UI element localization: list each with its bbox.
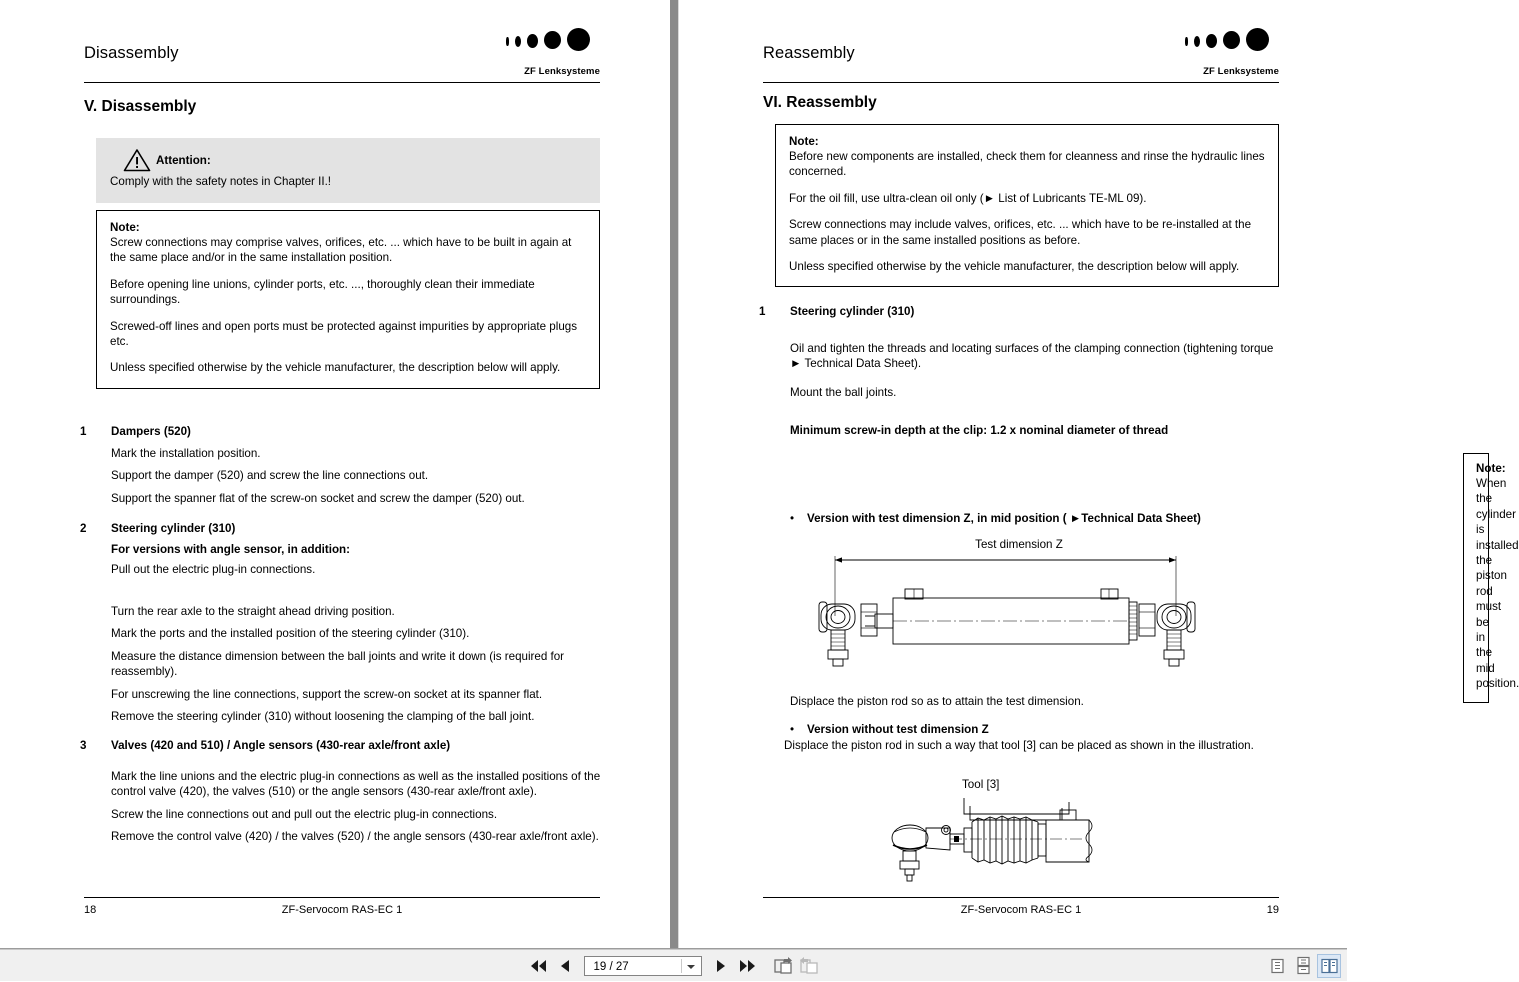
bullet-text: Version without test dimension Z [807,723,989,736]
footer-page-number: 18 [84,904,97,916]
logo-dots-icon [1179,28,1279,58]
note-paragraph: Screwed-off lines and open ports must be protected against impurities by appropriate plugs etc. [110,319,578,349]
chapter-heading: VI. Reassembly [763,94,877,111]
previous-view-button[interactable] [770,953,796,979]
two-page-view-button[interactable] [1317,954,1341,978]
step-line: Support the spanner flat of the screw-on socket and screw the damper (520) out. [111,491,525,505]
attention-label: Attention: [156,154,211,167]
next-page-button[interactable] [708,953,734,979]
first-page-icon [530,958,548,974]
continuous-scroll-view-button[interactable] [1291,954,1315,978]
note-paragraph: For the oil fill, use ultra-clean oil only (► List of Lubricants TE-ML 09). [789,191,1147,205]
bullet-dot-icon: • [790,723,795,736]
next-view-button[interactable] [796,953,822,979]
step-title: Valves (420 and 510) / Angle sensors (430-rear axle/front axle) [111,739,451,752]
step-number: 3 [80,739,87,752]
step-continuation [80,604,602,724]
step-subtitle: For versions with angle sensor, in addition: [111,543,350,556]
step-line: Measure the distance dimension between the ball joints and write it down (is required for reassembly). [111,649,565,679]
step-line: Remove the control valve (420) / the valves (520) / the angle sensors (430-rear axle/front axle). [111,830,599,844]
figure-caption: Tool [3] [962,778,1000,791]
page-header-title: Reassembly [763,44,855,62]
pdf-page-left[interactable] [0,0,668,948]
pdf-page-right[interactable] [679,0,1519,948]
step-line: Mark the installation position. [111,447,261,460]
note-box-secondary: Note: When the cylinder is installed the piston rod must be in the mid position. [1463,453,1489,703]
step-line: Mark the ports and the installed position of the steering cylinder (310). [111,627,470,641]
footer-page-number: 19 [1266,904,1279,916]
next-view-icon [799,957,819,975]
step-number: 1 [759,305,766,318]
logo-brand-text: ZF Lenksysteme [1203,66,1279,77]
attention-text: Comply with the safety notes in Chapter II.! [110,175,332,188]
footer-document-title: ZF-Servocom RAS-EC 1 [960,904,1082,916]
header-rule [84,82,600,83]
warning-triangle-icon [123,148,151,172]
select-divider [681,959,682,973]
step-item [759,305,1281,326]
reassembly-paragraph-4: Displace the piston rod so as to attain the test dimension. [790,695,1084,708]
figure-caption: Test dimension Z [975,538,1063,551]
note-label: Note: [789,135,819,148]
bullet-version-without-z [790,722,1287,737]
bullet-version-with-z [790,511,1287,526]
step-line: Support the damper (520) and screw the line connections out. [111,469,429,483]
note-paragraph: Screw connections may comprise valves, orifices, etc. ... which have to be built in again at the same place and/or in the same installation position. [110,236,572,265]
step-line: Pull out the electric plug-in connections. [111,563,316,576]
step-number: 2 [80,522,87,535]
step-line: Remove the steering cylinder (310) without loosening the clamping of the ball joint. [111,710,535,724]
zf-lenksysteme-logo [1179,28,1279,78]
two-page-view-icon [1321,958,1338,974]
previous-page-button[interactable] [552,953,578,979]
minimum-screw-depth-text: Minimum screw-in depth at the clip: 1.2 x nominal diameter of thread [790,424,1169,437]
attention-box [96,138,600,203]
reassembly-paragraph-2: Mount the ball joints. [790,386,897,399]
step-line: Screw the line connections out and pull out the electric plug-in connections. [111,807,498,821]
step-line: For unscrewing the line connections, support the screw-on socket at its spanner flat. [111,687,543,701]
step-number: 1 [80,425,87,438]
note-paragraph: Before new components are installed, check them for cleanness and rinse the hydraulic lines concerned. [789,150,1265,179]
note-paragraph: Unless specified otherwise by the vehicle manufacturer, the description below will apply. [110,361,561,375]
bullet-text: Version with test dimension Z, in mid position ( ►Technical Data Sheet) [807,512,1201,525]
note-paragraph: Screw connections may include valves, orifices, etc. ... which have to be re-installed at the same places or in the same installed positions as before. [789,218,1252,247]
footer-document-title: ZF-Servocom RAS-EC 1 [281,904,403,916]
page-footer [763,904,1279,920]
page-header [763,44,1279,78]
logo-brand-text: ZF Lenksysteme [524,66,600,77]
viewer-toolbar [0,948,1347,981]
page-number-select[interactable] [584,956,702,976]
note-paragraph: Unless specified otherwise by the vehicle manufacturer, the description below will apply. [789,260,1240,274]
continuous-scroll-view-icon [1296,957,1311,974]
step-item [80,739,602,845]
note-label: Note: [110,221,140,234]
note-box [96,210,600,389]
footer-rule [84,897,600,898]
page-header-title: Disassembly [84,44,179,62]
last-page-button[interactable] [734,953,760,979]
logo-dots-icon [500,28,600,58]
step-title: Steering cylinder (310) [790,305,915,318]
step-line: Mark the line unions and the electric plug-in connections as well as the installed positions of the control valve (420), the valves (510) or the angle sensors (430-rear axle/front axle). [111,770,601,799]
page-footer [84,904,600,920]
header-rule [763,82,1279,83]
page-number-value: 19 / 27 [593,960,629,973]
zf-lenksysteme-logo [500,28,600,78]
steering-cylinder-assembly-drawing [809,556,1229,678]
previous-page-icon [558,958,572,974]
footer-rule [763,897,1279,898]
chevron-down-icon [687,965,695,969]
step-title: Steering cylinder (310) [111,522,236,535]
single-page-view-icon [1270,958,1285,974]
bullet-dot-icon: • [790,512,795,525]
view-mode-group [1265,949,1341,982]
reassembly-paragraph-1: Oil and tighten the threads and locating surfaces of the clamping connection (tightening torque ► Technical Data Sheet). [790,342,1274,371]
first-page-button[interactable] [526,953,552,979]
step-line: Turn the rear axle to the straight ahead driving position. [111,605,395,618]
ball-joint-with-bellows-drawing [884,792,1144,888]
last-page-icon [738,958,756,974]
figure-ball-joint-tool [884,778,1144,888]
note-box [775,124,1279,287]
chapter-heading: V. Disassembly [84,98,197,115]
page-header [84,44,600,78]
figure-steering-cylinder [809,538,1229,678]
note-paragraph: Before opening line unions, cylinder ports, etc. ..., thoroughly clean their immediate surroundings. [110,277,535,307]
step-item [80,522,602,577]
single-page-view-button[interactable] [1265,954,1289,978]
previous-view-icon [773,957,793,975]
reassembly-paragraph-5: Displace the piston rod in such a way that tool [3] can be placed as shown in the illustration. [784,739,1254,752]
next-page-icon [714,958,728,974]
step-title: Dampers (520) [111,425,191,438]
step-item [80,425,602,506]
